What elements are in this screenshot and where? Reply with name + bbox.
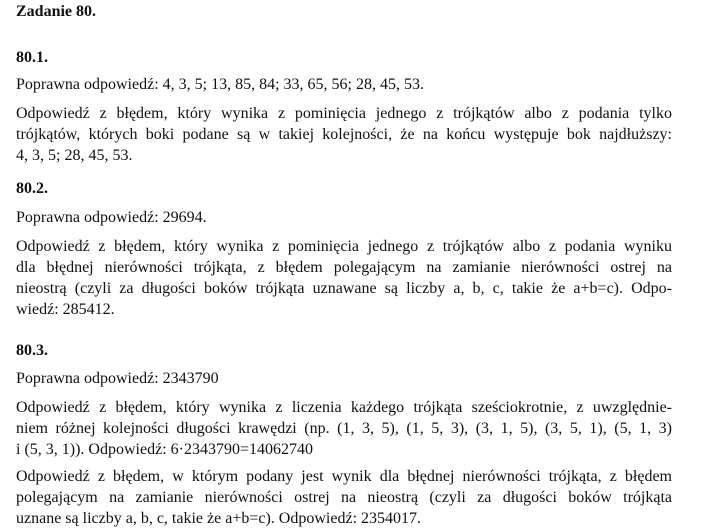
error-answer-line: i (5, 3, 1)). Odpowiedź: 6·2343790=14062740	[16, 441, 313, 458]
correct-answer: Poprawna odpowiedź: 2343790	[16, 370, 219, 387]
task-title: Zadanie 80.	[16, 3, 97, 20]
error-answer-line: Odpowiedź z błędem, który wynika z pominięcia jednego z trójkątów albo z podania tylko	[16, 105, 672, 122]
error-answer-line: polegającym na zamianie nierówności ostrej na nieostrą (czyli za długości boków trójkąta	[16, 489, 672, 506]
section-heading: 80.2.	[16, 180, 48, 197]
error-answer-line: uznane są liczby a, b, c, takie że a+b=c). Odpowiedź: 2354017.	[16, 510, 422, 527]
correct-answer: Poprawna odpowiedź: 4, 3, 5; 13, 85, 84; 33, 65, 56; 28, 45, 53.	[16, 76, 424, 93]
error-answer-line: dla błędnej nierówności trójkąta, z błędem polegającym na zamianie nierówności ostrej na	[16, 259, 672, 276]
error-answer-line: Odpowiedź z błędem, w którym podany jest wynik dla błędnej nierówności trójkąta, z błędem	[16, 468, 672, 485]
error-answer-line: 4, 3, 5; 28, 45, 53.	[16, 147, 133, 164]
correct-answer: Poprawna odpowiedź: 29694.	[16, 209, 207, 226]
section-heading: 80.1.	[16, 49, 48, 66]
error-answer-line: Odpowiedź z błędem, który wynika z liczenia każdego trójkąta sześciokrotnie, z uwzględnie-	[16, 399, 672, 416]
error-answer-line: trójkątów, których boki podane są w takiej kolejności, że na końcu występuje bok najdłuższy:	[16, 126, 672, 143]
error-answer-line: niem różnej kolejności długości krawędzi (np. (1, 3, 5), (1, 5, 3), (3, 1, 5), (3, 5, 1), (5, 1, 3)	[16, 420, 672, 437]
error-answer-line: Odpowiedź z błędem, który wynika z pominięcia jednego z trójkątów albo z podania wyniku	[16, 238, 672, 255]
error-answer-line: wiedź: 285412.	[16, 301, 115, 318]
section-heading: 80.3.	[16, 342, 48, 359]
error-answer-line: nieostrą (czyli za długości boków trójkąta uznawane są liczby a, b, c, takie że a+b=c). Odpo-	[16, 280, 672, 297]
